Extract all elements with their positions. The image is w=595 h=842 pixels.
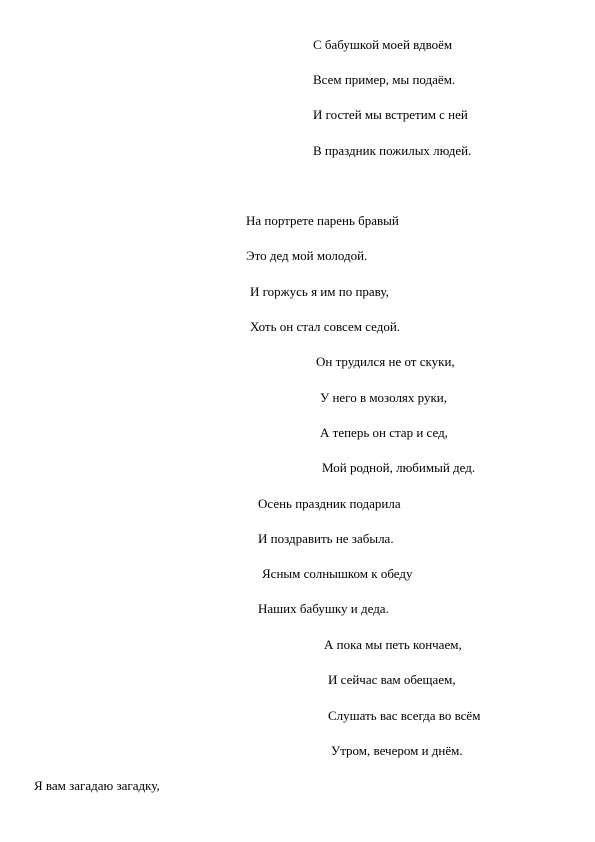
stanza-1-line-4: В праздник пожилых людей. <box>313 143 472 158</box>
stanza-1-line-2: Всем пример, мы подаём. <box>313 72 456 87</box>
stanza-5-line-1: А пока мы петь кончаем, <box>324 637 462 652</box>
closing-line: Я вам загадаю загадку, <box>34 778 160 793</box>
stanza-3-line-1: Он трудился не от скуки, <box>316 354 455 369</box>
stanza-5-line-2: И сейчас вам обещаем, <box>328 672 456 687</box>
stanza-5-line-4: Утром, вечером и днём. <box>331 743 463 758</box>
stanza-4-line-2: И поздравить не забыла. <box>258 531 394 546</box>
stanza-4-line-1: Осень праздник подарила <box>258 496 401 511</box>
stanza-2-line-3: И горжусь я им по праву, <box>250 284 389 299</box>
stanza-4-line-4: Наших бабушку и деда. <box>258 601 389 616</box>
stanza-1-line-1: С бабушкой моей вдвоём <box>313 37 453 52</box>
stanza-2-line-1: На портрете парень бравый <box>246 213 399 228</box>
stanza-4-line-3: Ясным солнышком к обеду <box>262 566 413 581</box>
stanza-2-line-2: Это дед мой молодой. <box>246 248 368 263</box>
stanza-3-line-3: А теперь он стар и сед, <box>320 425 448 440</box>
stanza-3-line-4: Мой родной, любимый дед. <box>322 460 476 475</box>
stanza-3-line-2: У него в мозолях руки, <box>320 390 448 405</box>
stanza-1-line-3: И гостей мы встретим с ней <box>313 107 468 122</box>
stanza-2-line-4: Хоть он стал совсем седой. <box>250 319 401 334</box>
stanza-5-line-3: Слушать вас всегда во всём <box>328 708 481 723</box>
